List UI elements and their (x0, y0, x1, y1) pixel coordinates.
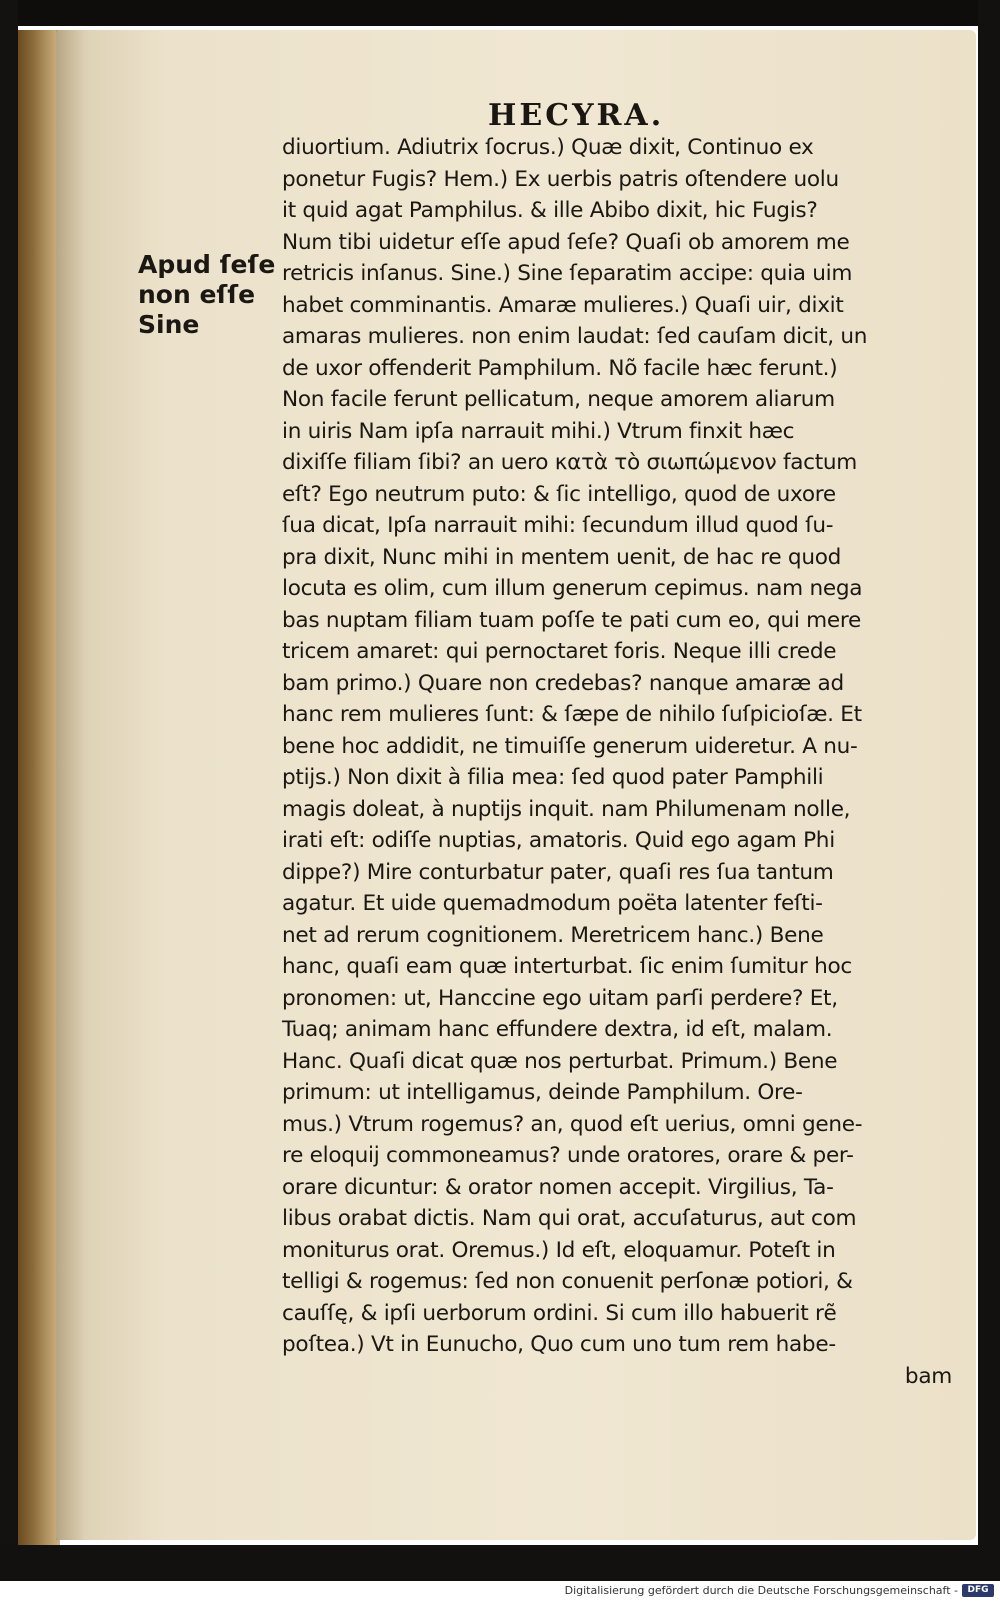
marginal-notes (138, 250, 276, 340)
text-line: in uiris Nam ipſa narrauit mihi.) Vtrum finxit hæc (282, 418, 795, 444)
dfg-logo: DFG (962, 1584, 994, 1597)
text-line: locuta es olim, cum illum generum cepimus. nam nega (282, 576, 863, 601)
running-header: HECYRA. (488, 98, 665, 133)
text-line: cauſſę, & ipſi uerborum ordini. Si cum illo habuerit rẽ (282, 1300, 837, 1326)
text-line: telligi & rogemus: ſed non conuenit perſonæ potiori, & (282, 1269, 853, 1294)
text-line: amaras mulieres. non enim laudat: ſed cauſam dicit, un (282, 324, 868, 349)
text-line: moniturus orat. Oremus.) Id eſt, eloquamur. Poteſt in (282, 1237, 836, 1263)
text-line: de uxor offenderit Pamphilum. Nõ facile hæc ferunt.) (282, 355, 838, 381)
scan-background-top (0, 0, 1000, 26)
text-line: hanc, quaſi eam quæ interturbat. ſic enim ſumitur hoc (282, 954, 852, 979)
text-line: retricis inſanus. Sine.) Sine ſeparatim accipe: quia uim (282, 261, 853, 286)
scan-background-left (0, 0, 18, 1580)
catchword: bam (904, 1363, 952, 1389)
text-line: it quid agat Pamphilus. & ille Abibo dixit, hic Fugis? (282, 198, 818, 223)
text-line: eſt? Ego neutrum puto: & ſic intelligo, quod de uxore (282, 481, 836, 507)
text-line: magis doleat, à nuptijs inquit. nam Philumenam nolle, (282, 796, 851, 822)
text-line: poſtea.) Vt in Eunucho, Quo cum uno tum rem habe- (282, 1332, 836, 1357)
text-line: hanc rem mulieres ſunt: & ſæpe de nihilo ſuſpicioſæ. Et (282, 702, 862, 727)
marginal-note: non eſſe (138, 280, 256, 309)
text-line: re eloquij commoneamus? unde oratores, orare & per- (282, 1143, 854, 1168)
page-gutter-shadow (56, 30, 86, 1540)
book-spine-edge (18, 30, 60, 1545)
text-line: mus.) Vtrum rogemus? an, quod eſt uerius, omni gene- (282, 1111, 863, 1137)
text-line: dixiſſe filiam ſibi? an uero κατὰ τὸ σιωπώμενον factum (282, 450, 858, 475)
text-line: net ad rerum cognitionem. Meretricem hanc.) Bene (282, 922, 824, 948)
text-line: libus orabat dictis. Nam qui orat, accuſaturus, aut com (282, 1206, 857, 1231)
text-line: ptijs.) Non dixit à filia mea: ſed quod pater Pamphili (282, 765, 824, 790)
text-line: diuortium. Adiutrix ſocrus.) Quæ dixit, Continuo ex (282, 135, 814, 160)
text-line: orare dicuntur: & orator nomen accepit. Virgilius, Ta- (282, 1174, 834, 1200)
digitization-footer (0, 1581, 1000, 1601)
text-line: Tuaq; animam hanc effundere dextra, id eſt, malam. (282, 1017, 833, 1042)
text-line: agatur. Et uide quemadmodum poëta latenter feſti- (282, 891, 823, 916)
text-line: bene hoc addidit, ne timuiſſe generum uideretur. A nu- (282, 733, 858, 759)
text-line: bas nuptam filiam tuam poſſe te pati cum eo, qui mere (282, 607, 861, 633)
scan-background-right (978, 0, 1000, 1580)
text-line: habet comminantis. Amaræ mulieres.) Quaſi uir, dixit (282, 292, 844, 318)
text-line: ponetur Fugis? Hem.) Ex uerbis patris oſtendere uolu (282, 166, 839, 192)
marginal-note: Sine (138, 310, 200, 339)
text-line: bam primo.) Quare non credebas? nanque amaræ ad (282, 670, 844, 696)
text-line: pra dixit, Nunc mihi in mentem uenit, de hac re quod (282, 544, 842, 570)
funding-notice: Digitalisierung gefördert durch die Deutsche Forschungsgemeinschaft - (564, 1584, 958, 1597)
marginal-note: Apud ſeſe (138, 250, 276, 279)
text-line: Non facile ferunt pellicatum, neque amorem aliarum (282, 387, 835, 412)
text-line: primum: ut intelligamus, deinde Pamphilum. Ore- (282, 1080, 803, 1105)
text-line: Num tibi uidetur eſſe apud ſeſe? Quaſi ob amorem me (282, 229, 850, 255)
text-line: Hanc. Quaſi dicat quæ nos perturbat. Primum.) Bene (282, 1048, 838, 1074)
text-line: tricem amaret: qui pernoctaret foris. Neque illi crede (282, 639, 837, 664)
commentary-text (282, 132, 952, 1392)
text-line: dippe?) Mire conturbatur pater, quaſi res ſua tantum (282, 859, 834, 885)
scan-background-bottom (0, 1545, 1000, 1581)
text-line: irati eſt: odiſſe nuptias, amatoris. Quid ego agam Phi (282, 828, 835, 853)
text-line: pronomen: ut, Hanccine ego uitam parſi perdere? Et, (282, 985, 838, 1011)
text-line: ſua dicat, Ipſa narrauit mihi: ſecundum illud quod ſu- (282, 513, 834, 538)
